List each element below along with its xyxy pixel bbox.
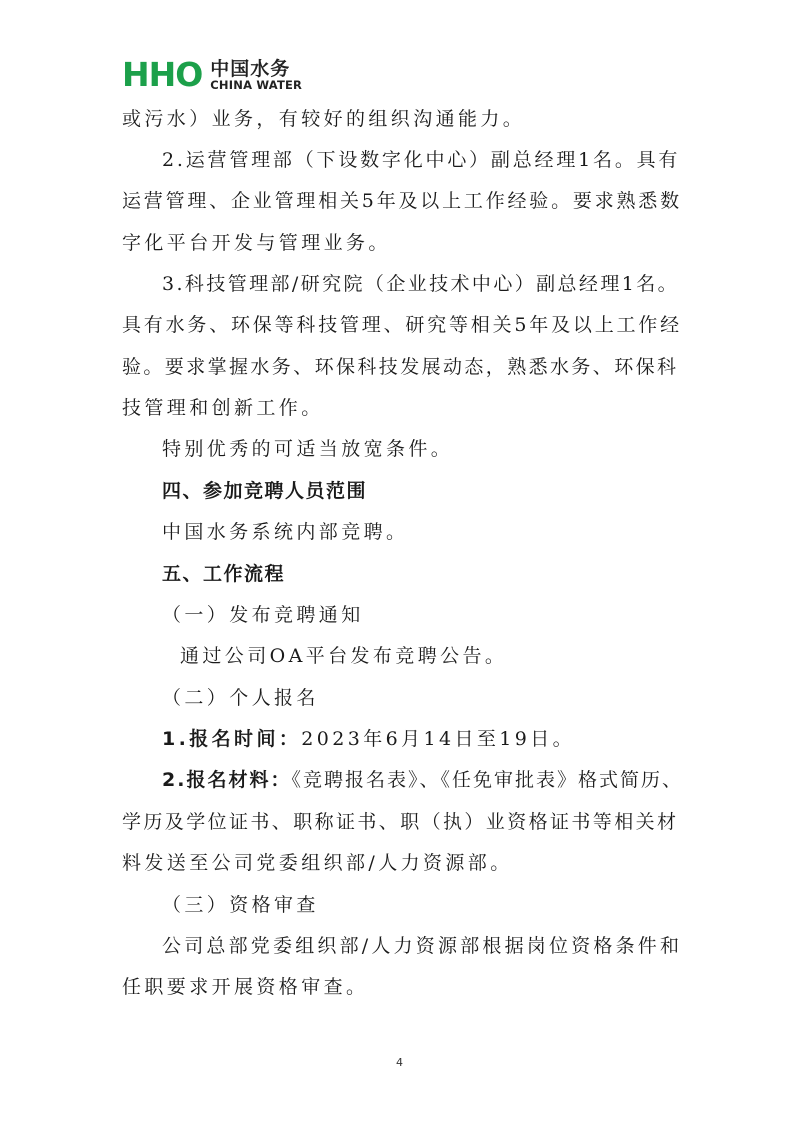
subsection-heading-3: （三）资格审查 [162,894,319,916]
registration-time-value: 2023年6月14日至19日。 [301,728,576,750]
logo-mark: HHO [122,55,203,94]
paragraph-line: 2.运营管理部（下设数字化中心）副总经理1名。具有 [162,149,681,171]
paragraph-line: 任职要求开展资格审查。 [122,976,369,998]
section-heading-4: 四、参加竞聘人员范围 [162,480,368,502]
subsection-heading-2: （二）个人报名 [162,687,319,709]
logo-chinese-name: 中国水务 [210,57,291,80]
paragraph-line: 技管理和创新工作。 [122,397,324,419]
section-heading-5: 五、工作流程 [162,563,286,585]
company-logo [122,55,303,94]
paragraph-line: 运营管理、企业管理相关5年及以上工作经验。要求熟悉数 [122,190,682,212]
paragraph-line [162,727,575,751]
paragraph-line: 具有水务、环保等科技管理、研究等相关5年及以上工作经 [122,314,682,336]
paragraph-line: 学历及学位证书、职称证书、职（执）业资格证书等相关材 [122,811,679,833]
logo-english-name: CHINA WATER [210,77,303,92]
paragraph-line: 通过公司OA平台发布竞聘公告。 [180,645,508,667]
paragraph-line: 料发送至公司党委组织部/人力资源部。 [122,852,513,874]
registration-time-label: 1.报名时间： [162,728,302,750]
paragraph-line: 公司总部党委组织部/人力资源部根据岗位资格条件和 [162,935,683,957]
paragraph-line: 验。要求掌握水务、环保科技发展动态，熟悉水务、环保科 [122,356,679,378]
paragraph-line: 或污水）业务，有较好的组织沟通能力。 [122,108,526,130]
paragraph-line: 3.科技管理部/研究院（企业技术中心）副总经理1名。 [162,273,680,295]
page-number: 4 [396,1056,403,1069]
paragraph-line: 特别优秀的可适当放宽条件。 [162,438,454,460]
paragraph-line [162,768,683,792]
paragraph-line: 字化平台开发与管理业务。 [122,232,391,254]
logo-text [210,59,302,92]
paragraph-line: 中国水务系统内部竞聘。 [162,521,409,543]
subsection-heading-1: （一）发布竞聘通知 [162,604,364,626]
registration-materials-label: 2.报名材料： [162,769,292,791]
registration-materials-value: 《竞聘报名表》、《任免审批表》格式简历、 [291,769,683,791]
